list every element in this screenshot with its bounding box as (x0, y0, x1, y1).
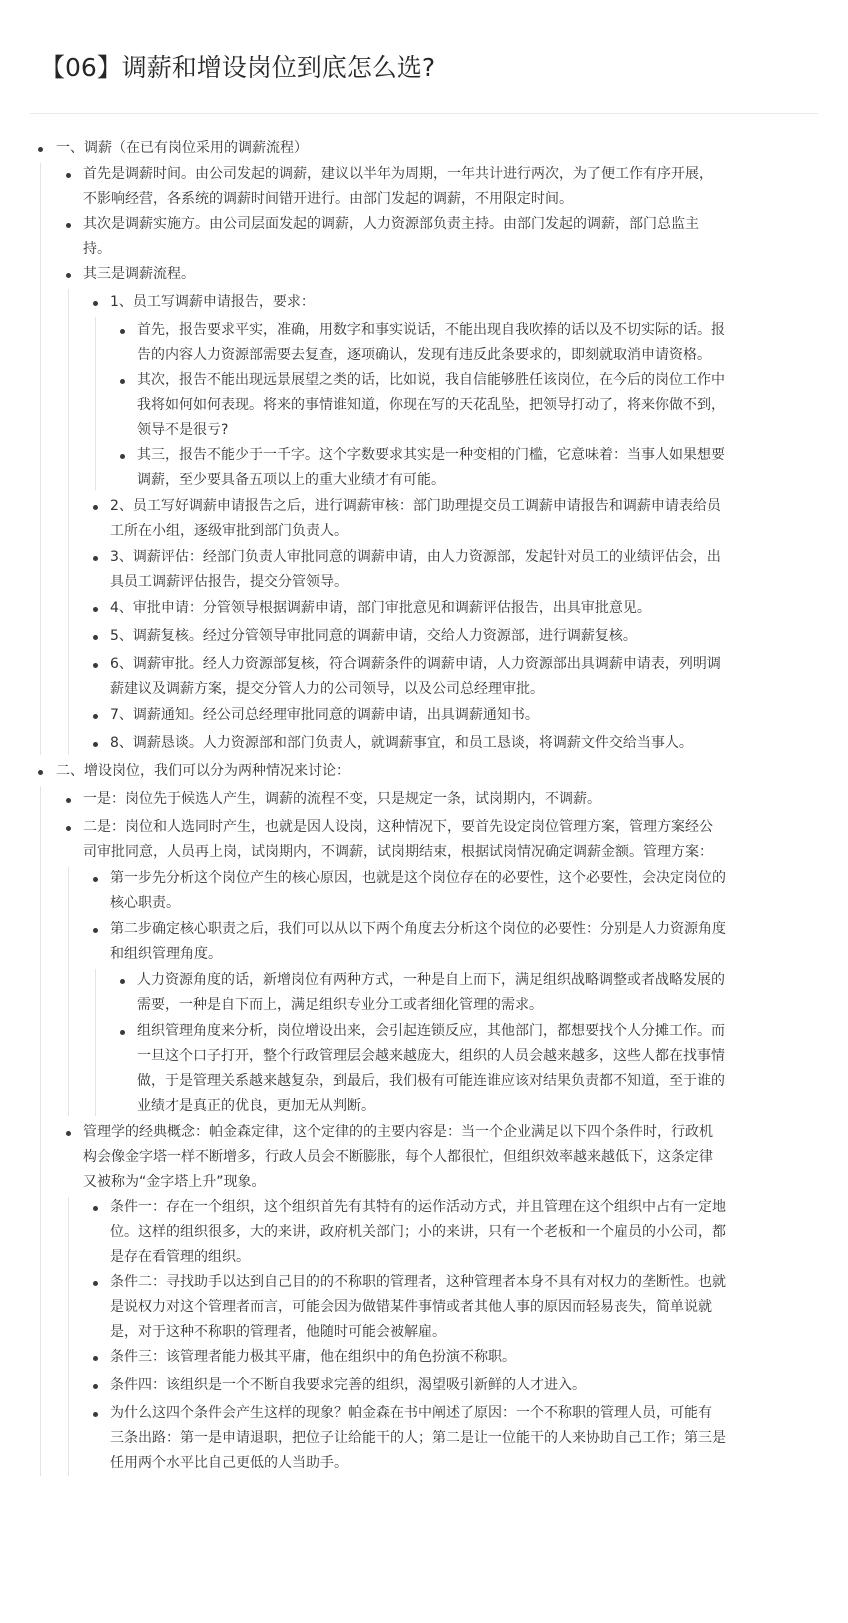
list-item-text-line: 第二步确定核心职责之后，我们可以从以下两个角度去分析这个岗位的必要性：分别是人力资源角度 (110, 921, 726, 937)
bullet-icon (93, 505, 98, 510)
list-item-text-line: 其三是调薪流程。 (83, 266, 195, 282)
list-item (93, 731, 818, 756)
bullet-icon (120, 979, 125, 984)
list-item (93, 290, 818, 315)
list-item-text-line: 三条出路：第一是申请退职，把位子让给能干的人；第二是让一位能干的人来协助自己工作；第三是 (110, 1430, 726, 1446)
list-item-text-line: 6、调薪审批。经人力资源部复核，符合调薪条件的调薪申请，人力资源部出具调薪申请表，列明调 (110, 656, 721, 672)
list-item (93, 494, 818, 544)
indent-guide-line (95, 317, 96, 490)
list-item-text-line: 领导不是很亏? (137, 422, 229, 438)
list-item-text-line: 持。 (83, 241, 111, 257)
bullet-icon (93, 635, 98, 640)
bullet-icon (66, 273, 71, 278)
list-item-text-line: 一是：岗位先于候选人产生，调薪的流程不变，只是规定一条，试岗期内，不调薪。 (83, 791, 601, 807)
list-item (120, 368, 818, 443)
list-item-text-line: 不影响经营，各系统的调薪时间错开进行。由部门发起的调薪，不用限定时间。 (83, 191, 573, 207)
bullet-icon (93, 714, 98, 719)
list-item (93, 866, 818, 916)
list-item-text-line: 首先，报告要求平实，准确，用数字和事实说话，不能出现自我吹捧的话以及不切实际的话。报 (137, 322, 725, 338)
list-item (93, 917, 818, 967)
indent-guide-line (68, 1197, 69, 1476)
list-item-text-line: 是，对于这种不称职的管理者，他随时可能会被解雇。 (110, 1324, 446, 1340)
list-item-text-line: 做，于是管理关系越来越复杂，到最后，我们极有可能连谁应该对结果负责都不知道，至于谁的 (137, 1073, 725, 1089)
list-item-text-line: 是说权力对这个管理者而言，可能会因为做错某件事情或者其他人事的原因而轻易丧失，简单说就 (110, 1299, 712, 1315)
list-item-text-line: 和组织管理角度。 (110, 946, 222, 962)
bullet-icon (120, 1030, 125, 1035)
list-item-text-line: 任用两个水平比自己更低的人当助手。 (110, 1455, 348, 1471)
list-item-text-line: 司审批同意，人员再上岗，试岗期内，不调薪，试岗期结束，根据试岗情况确定调薪金额。管理方案： (83, 844, 713, 860)
list-item-text-line: 是存在看管理的组织。 (110, 1249, 250, 1265)
list-item-text-line: 人力资源角度的话，新增岗位有两种方式，一种是自上而下，满足组织战略调整或者战略发展的 (137, 972, 725, 988)
list-item-text-line: 1、员工写调薪申请报告，要求： (110, 294, 315, 310)
list-item (66, 162, 818, 212)
list-item (93, 1270, 818, 1345)
bullet-icon (66, 223, 71, 228)
list-item-text-line: 告的内容人力资源部需要去复查，逐项确认，发现有违反此条要求的，即刻就取消申请资格。 (137, 347, 711, 363)
list-item (120, 968, 818, 1018)
page-title: 【06】调薪和增设岗位到底怎么选? (40, 53, 436, 82)
list-item (66, 815, 818, 865)
list-item-text-line: 组织管理角度来分析，岗位增设出来，会引起连锁反应，其他部门，都想要找个人分摊工作。而 (137, 1023, 725, 1039)
bullet-icon (93, 663, 98, 668)
list-item (66, 262, 818, 287)
list-item (93, 703, 818, 728)
list-item-text-line: 8、调薪恳谈。人力资源部和部门负责人，就调薪事宜，和员工恳谈，将调薪文件交给当事人。 (110, 735, 693, 751)
list-item-text-line: 第一步先分析这个岗位产生的核心原因，也就是这个岗位存在的必要性，这个必要性，会决定岗位的 (110, 870, 726, 886)
title-divider (30, 113, 818, 114)
list-item-text-line: 其三，报告不能少于一千字。这个字数要求其实是一种变相的门槛，它意味着：当事人如果想要 (137, 447, 725, 463)
bullet-icon (38, 770, 43, 775)
list-item-text-line: 条件三：该管理者能力极其平庸，他在组织中的角色扮演不称职。 (110, 1349, 516, 1365)
bullet-icon (66, 173, 71, 178)
bullet-icon (38, 147, 43, 152)
bullet-icon (93, 928, 98, 933)
list-item-text-line: 其次是调薪实施方。由公司层面发起的调薪，人力资源部负责主持。由部门发起的调薪，部门总监主 (83, 216, 699, 232)
list-item-text-line: 位。这样的组织很多，大的来讲，政府机关部门；小的来讲，只有一个老板和一个雇员的小公司，都 (110, 1224, 726, 1240)
list-item (120, 443, 818, 493)
indent-guide-line (40, 786, 41, 1476)
list-item (66, 212, 818, 262)
list-item (120, 1019, 818, 1119)
list-item-text-line: 需要，一种是自下而上，满足组织专业分工或者细化管理的需求。 (137, 997, 543, 1013)
list-item-text-line: 核心职责。 (110, 895, 180, 911)
list-item (93, 1345, 818, 1370)
list-item-text-line: 7、调薪通知。经公司总经理审批同意的调薪申请，出具调薪通知书。 (110, 707, 539, 723)
list-item-text-line: 4、审批申请：分管领导根据调薪申请，部门审批意见和调薪评估报告，出具审批意见。 (110, 600, 651, 616)
bullet-icon (93, 877, 98, 882)
list-item (93, 652, 818, 702)
list-item-text-line: 构会像金字塔一样不断增多，行政人员会不断膨胀，每个人都很忙，但组织效率越来越低下，这条定律 (83, 1149, 713, 1165)
bullet-icon (93, 1384, 98, 1389)
indent-guide-line (95, 969, 96, 1116)
list-item-text-line: 首先是调薪时间。由公司发起的调薪，建议以半年为周期，一年共计进行两次，为了便工作有序开展， (83, 166, 713, 182)
list-item-text-line: 5、调薪复核。经过分管领导审批同意的调薪申请，交给人力资源部，进行调薪复核。 (110, 628, 637, 644)
list-item (93, 545, 818, 595)
bullet-icon (93, 1412, 98, 1417)
list-item (93, 624, 818, 649)
list-item-text-line: 一旦这个口子打开，整个行政管理层会越来越庞大，组织的人员会越来越多，这些人都在找事情 (137, 1048, 725, 1064)
list-item-text-line: 又被称为“金字塔上升”现象。 (83, 1174, 266, 1190)
list-item (38, 759, 818, 784)
bullet-icon (93, 556, 98, 561)
list-item (93, 1373, 818, 1398)
list-item-text-line: 条件一：存在一个组织，这个组织首先有其特有的运作活动方式，并且管理在这个组织中占有一定地 (110, 1199, 726, 1215)
list-item-text-line: 一、调薪（在已有岗位采用的调薪流程） (56, 140, 308, 156)
list-item-text-line: 条件四：该组织是一个不断自我要求完善的组织，渴望吸引新鲜的人才进入。 (110, 1377, 586, 1393)
bullet-icon (93, 301, 98, 306)
bullet-icon (93, 1281, 98, 1286)
bullet-icon (66, 1131, 71, 1136)
bullet-icon (66, 798, 71, 803)
list-item (66, 787, 818, 812)
list-item (120, 318, 818, 368)
list-item-text-line: 管理学的经典概念：帕金森定律，这个定律的的主要内容是：当一个企业满足以下四个条件时，行政机 (83, 1124, 713, 1140)
list-item-text-line: 2、员工写好调薪申请报告之后，进行调薪审核：部门助理提交员工调薪申请报告和调薪申请表给员 (110, 498, 721, 514)
list-item-text-line: 条件二：寻找助手以达到自己目的的不称职的管理者，这种管理者本身不具有对权力的垄断性。也就 (110, 1274, 726, 1290)
list-item (66, 1120, 818, 1195)
list-item-text-line: 我将如何如何表现。将来的事情谁知道，你现在写的天花乱坠，把领导打动了，将来你做不到， (137, 397, 725, 413)
bullet-icon (66, 826, 71, 831)
list-item-text-line: 调薪，至少要具备五项以上的重大业绩才有可能。 (137, 472, 445, 488)
indent-guide-line (68, 867, 69, 1116)
list-item (93, 1195, 818, 1270)
bullet-icon (120, 379, 125, 384)
list-item-text-line: 3、调薪评估：经部门负责人审批同意的调薪申请，由人力资源部，发起针对员工的业绩评估会，出 (110, 549, 721, 565)
list-item-text-line: 其次，报告不能出现远景展望之类的话，比如说，我自信能够胜任该岗位，在今后的岗位工作中 (137, 372, 725, 388)
list-item (38, 136, 818, 161)
bullet-icon (120, 329, 125, 334)
list-item-text-line: 为什么这四个条件会产生这样的现象？帕金森在书中阐述了原因：一个不称职的管理人员，可能有 (110, 1405, 712, 1421)
list-item (93, 596, 818, 621)
list-item (93, 1401, 818, 1476)
bullet-icon (93, 742, 98, 747)
bullet-icon (93, 607, 98, 612)
bullet-icon (93, 1356, 98, 1361)
list-item-text-line: 薪建议及调薪方案，提交分管人力的公司领导，以及公司总经理审批。 (110, 681, 544, 697)
list-item-text-line: 具员工调薪评估报告，提交分管领导。 (110, 574, 348, 590)
indent-guide-line (40, 163, 41, 755)
list-item-text-line: 业绩才是真正的优良，更加无从判断。 (137, 1098, 375, 1114)
list-item-text-line: 二是：岗位和人选同时产生，也就是因人设岗，这种情况下，要首先设定岗位管理方案，管理方案经公 (83, 819, 713, 835)
list-item-text-line: 工所在小组，逐级审批到部门负责人。 (110, 523, 348, 539)
bullet-icon (93, 1206, 98, 1211)
bullet-icon (120, 454, 125, 459)
indent-guide-line (68, 289, 69, 755)
list-item-text-line: 二、增设岗位，我们可以分为两种情况来讨论： (56, 763, 350, 779)
